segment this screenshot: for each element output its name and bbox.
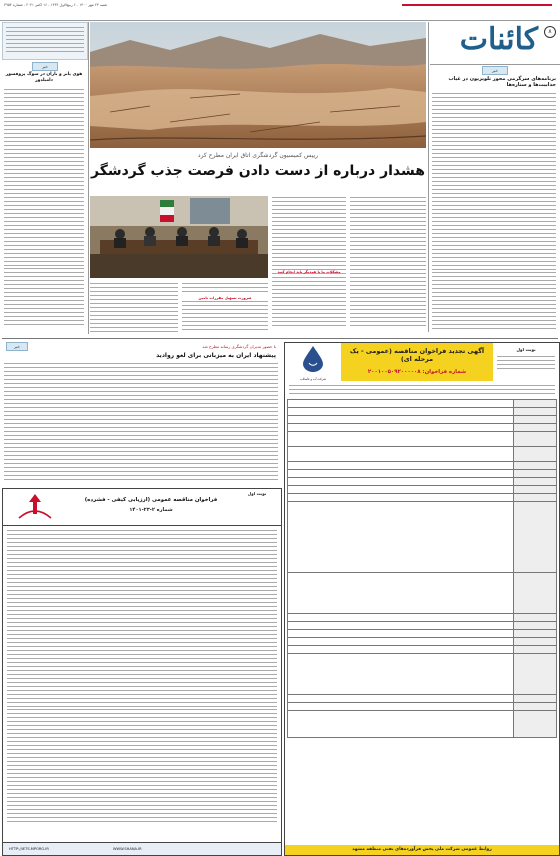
water-drop-logo-icon bbox=[285, 343, 341, 373]
top-bar bbox=[0, 0, 560, 21]
tender-left-website[interactable]: HTTP://IETS.MPORG.IR bbox=[9, 847, 49, 851]
left-column-rule bbox=[88, 22, 89, 334]
ministry-logo-icon bbox=[9, 492, 61, 522]
left-body-text bbox=[4, 88, 84, 332]
tender-title: آگهی تجدید فراخوان مناقصه (عمومی - یک مرحله ای) bbox=[349, 347, 485, 363]
tender-ad-left bbox=[2, 488, 282, 856]
notice-label: نوبت اول bbox=[516, 347, 536, 352]
bottom-kicker: با حضور مدیران گردشگری رسانه مطرح شد bbox=[202, 344, 276, 349]
tender-left-header bbox=[3, 489, 281, 526]
dateline: شنبه ۲۳ مهر ۱۴۰۰ - ۶ ربیع‌الاول ۱۴۴۳ - ۱۶ اکتبر ۲۰۲۱ - شماره ۳۹۵۴ bbox=[4, 3, 108, 7]
tender-intro bbox=[289, 384, 555, 398]
notice-box bbox=[492, 343, 559, 381]
main-photo bbox=[90, 22, 426, 148]
tender-table bbox=[287, 399, 557, 839]
main-kicker: رییس کمیسیون گردشگری اتاق ایران مطرح کرد bbox=[197, 152, 319, 159]
right-headline: برنامه‌های سرگرمی محور تلویزیون در غیاب جذابیت‌ها و ستاره‌ها bbox=[448, 76, 556, 89]
tender-title-box bbox=[341, 343, 493, 381]
main-subhead: ضرورت تسهیل مقررات تامین bbox=[198, 296, 252, 300]
top-rule bbox=[402, 4, 552, 6]
right-tag: خبر bbox=[482, 66, 508, 75]
tender-logo-box bbox=[285, 343, 341, 381]
logo: کائنات bbox=[459, 22, 538, 57]
left-headline: هوی پاتر و باران در سوگ پروفسور دامبلدور bbox=[5, 72, 83, 83]
tender-left-footer bbox=[3, 842, 281, 855]
tender-footer: روابط عمومی شرکت ملی پخش فرآورده‌های نفتی منطقه مشهد bbox=[285, 845, 559, 855]
tender-table-grid bbox=[287, 399, 557, 738]
tender-left-notice: نوبت اول bbox=[247, 491, 267, 496]
bottom-body-text bbox=[4, 362, 278, 484]
left-tag: خبر bbox=[32, 62, 58, 71]
landscape-image bbox=[90, 22, 426, 148]
meeting-photo bbox=[90, 196, 268, 278]
tender-org: شرکت آب و فاضلاب bbox=[299, 377, 327, 381]
main-body-col-3 bbox=[182, 282, 268, 336]
column-rule bbox=[428, 22, 429, 332]
page-number: ۸ bbox=[544, 26, 556, 38]
bottom-headline: پیشنهاد ایران به میزبانی برای لغو روادید bbox=[156, 352, 276, 359]
main-body-col-2 bbox=[272, 196, 346, 332]
tender-left-body bbox=[7, 529, 277, 829]
main-body-col-1 bbox=[350, 196, 426, 332]
main-body-col-4 bbox=[90, 282, 178, 336]
bottom-left-article bbox=[2, 342, 280, 486]
tender-left-title: فراخوان مناقصه عمومی (ارزیابی کیفی - فشرده) bbox=[84, 497, 218, 503]
tender-left-website-2[interactable]: WWW.SHANA.IR bbox=[113, 847, 142, 851]
left-sidebar-article bbox=[2, 62, 86, 334]
left-sidebar-contacts bbox=[2, 22, 88, 60]
tender-number: شماره فراخوان: ۲۰۰۱۰۰۵۰۹۲۰۰۰۰۰۸ bbox=[367, 369, 467, 375]
meeting-image bbox=[90, 196, 268, 278]
section-divider bbox=[2, 338, 558, 339]
masthead bbox=[430, 20, 560, 65]
main-article-header bbox=[90, 150, 426, 190]
main-subhead-1: مشکلات ما با همدیگر باید انجام کنید bbox=[277, 270, 341, 274]
main-headline: هشدار درباره از دست دادن فرصت جذب گردشگر bbox=[91, 163, 425, 179]
tender-ad-right bbox=[284, 342, 560, 856]
right-body-text bbox=[432, 92, 556, 332]
tender-left-number: شماره ۲-۲۳-۱۴۰۱ bbox=[129, 507, 173, 513]
right-sidebar-article bbox=[430, 66, 558, 334]
bottom-tag: خبر bbox=[6, 342, 28, 351]
